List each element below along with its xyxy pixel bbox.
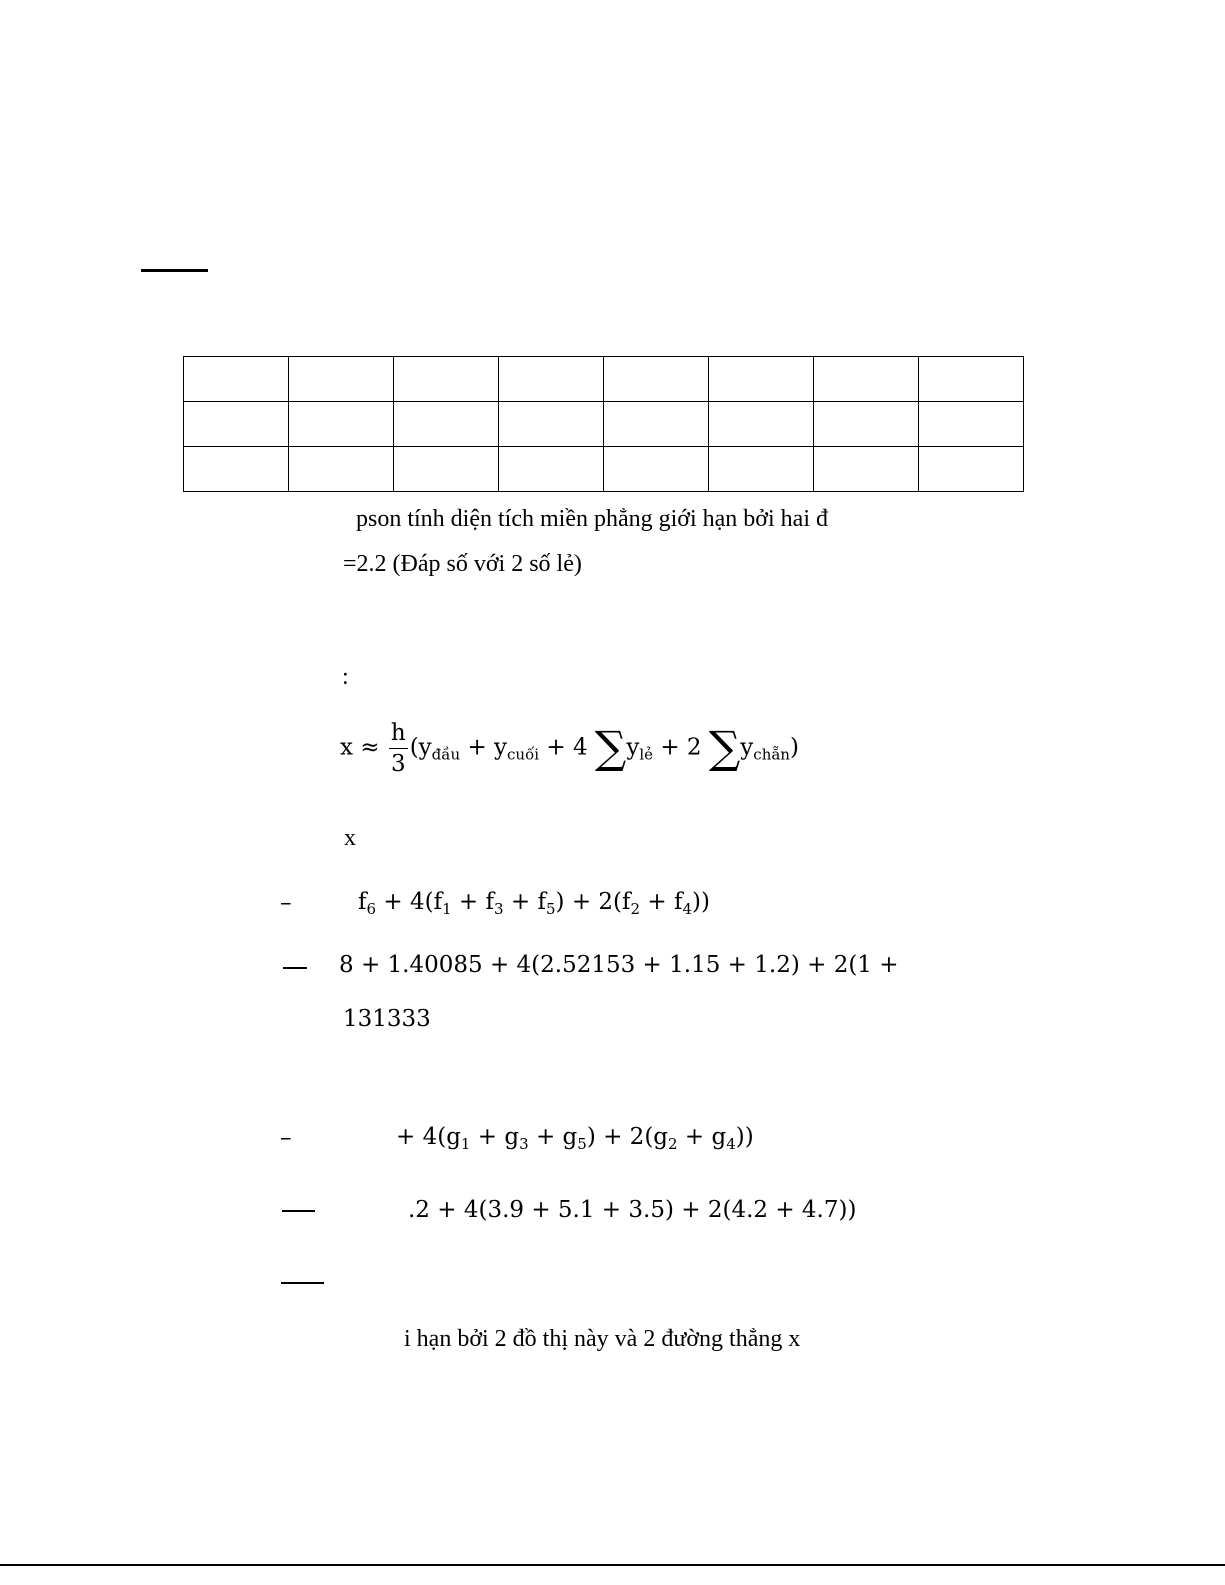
f-result: 131333 [343,1006,431,1032]
g-simpson-equation: + $4(g_1 + g_3 + g_5) + 2(g_2 + g_4)$) [396,1124,754,1153]
closing-statement: i hạn bởi 2 đồ thị này và 2 đường thẳng x [404,1326,801,1352]
x-label: x [344,825,356,851]
colon-label: : [342,664,349,690]
fraction-bar [282,1210,315,1212]
table-cell [289,357,394,402]
problem-statement: pson tính diện tích miền phẳng giới hạn bởi hai đ [356,506,828,532]
table-cell [604,402,709,447]
f-dash: – [280,890,292,916]
table-cell [499,402,604,447]
fraction-bar [283,967,307,969]
fraction-bar [281,1282,324,1284]
table-cell [394,402,499,447]
table-row [184,447,1024,492]
table-cell [709,402,814,447]
sum-symbol: ∑ [708,722,741,774]
table-cell [919,402,1024,447]
table-cell [709,357,814,402]
f-simpson-equation: $f_6 + 4(f_1 + f_3 + f_5) + 2(f_2 + f_4)$) [358,889,710,918]
table-cell [394,447,499,492]
sum-symbol: ∑ [594,722,627,774]
table-cell [499,357,604,402]
data-table [183,356,1024,492]
table-cell [184,402,289,447]
page-bottom-border [0,1564,1225,1566]
table-cell [814,447,919,492]
heading-underline [141,269,208,272]
table-cell [184,357,289,402]
table-cell [709,447,814,492]
table-cell [604,447,709,492]
fraction-h-over-3: $\frac{h}{3}$ [390,720,406,777]
simpson-formula: x ≈ $\frac{h}{3}$ ($y_{đầu} + y_{cuối} + 4$ $\sum y_{lẻ} + 2$ $\sum y_{chẵn}$) [340,720,799,777]
table-cell [604,357,709,402]
table-row [184,357,1024,402]
table-cell [184,447,289,492]
table-cell [814,402,919,447]
table-row [184,402,1024,447]
table-cell [919,357,1024,402]
table-cell [289,447,394,492]
table-cell [919,447,1024,492]
answer-hint: =2.2 (Đáp số với 2 số lẻ) [343,551,582,577]
table-cell [289,402,394,447]
g-dash: – [280,1125,292,1151]
table-cell [814,357,919,402]
f-numeric-equation: 8 + 1.40085 + 4(2.52153 + 1.15 + 1.2) + 2(1 + [339,952,899,978]
g-numeric-equation: .2 + 4(3.9 + 5.1 + 3.5) + 2(4.2 + 4.7)) [408,1197,857,1223]
table-cell [499,447,604,492]
table-cell [394,357,499,402]
